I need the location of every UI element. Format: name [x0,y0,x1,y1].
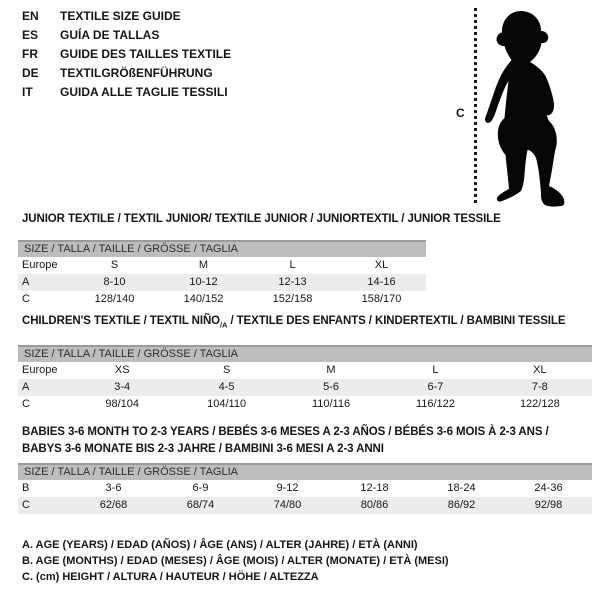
guide-title-es: GUÍA DE TALLAS [60,28,160,42]
language-code: DE [22,66,39,80]
toddler-silhouette-image [481,9,573,209]
children-title-suffix: / TEXTILE DES ENFANTS / KINDERTEXTIL / BAMBINI TESSILE [227,315,566,327]
language-row-es [22,26,231,45]
size-cell: XL [533,364,547,376]
size-cell: XS [114,364,130,376]
size-cell: S [222,364,231,376]
row-label: C [22,398,30,410]
language-row-en [22,7,231,26]
size-table-header: SIZE / TALLA / TAILLE / GRÖSSE / TAGLIA [18,345,592,362]
guide-title-de: TEXTILGRÖßENFÜHRUNG [60,66,213,80]
babies-title-line1: BABIES 3-6 MONTH TO 2-3 YEARS / BEBÉS 3-6 MESES A 2-3 AÑOS / BÉBÉS 3-6 MOIS À 2-3 ANS / [22,426,549,438]
age-cell: 7-8 [531,381,548,393]
language-row-fr [22,45,231,64]
age-cell: 10-12 [189,276,218,288]
size-cell: L [432,364,439,376]
legend-height: C. (cm) HEIGHT / ALTURA / HAUTEUR / HÖHE / ALTEZZA [22,571,319,583]
height-cell: 158/170 [361,293,402,305]
language-code: ES [22,28,39,42]
babies-section-title [22,424,549,458]
language-code: FR [22,47,38,61]
months-cell: 12-18 [360,482,389,494]
guide-title-it: GUIDA ALLE TAGLIE TESSILI [60,85,228,99]
months-cell: 6-9 [192,482,209,494]
size-cell: M [326,364,336,376]
language-row-it [22,83,231,102]
guide-title-en: TEXTILE SIZE GUIDE [60,9,181,23]
age-cell: 14-16 [367,276,396,288]
row-label: B [22,482,30,494]
junior-section-title: JUNIOR TEXTILE / TEXTIL JUNIOR/ TEXTILE JUNIOR / JUNIORTEXTIL / JUNIOR TESSILE [22,213,501,225]
age-cell: 8-10 [103,276,126,288]
height-cell: 80/86 [360,499,389,511]
language-code: EN [22,9,39,23]
age-cell: 5-6 [323,381,339,393]
height-cell: 62/68 [99,499,128,511]
height-cell: 86/92 [447,499,476,511]
height-cell: 68/74 [186,499,215,511]
row-label: Europe [22,364,58,376]
babies-size-table [18,463,592,514]
height-cell: 98/104 [105,398,140,410]
table-row-europe [18,257,426,274]
table-row-age [18,274,426,291]
row-label: A [22,381,30,393]
height-cell: 110/116 [311,398,351,410]
age-cell: 12-13 [278,276,307,288]
height-cell: 104/110 [207,398,247,410]
table-row-europe [18,362,592,379]
children-title-prefix: CHILDREN'S TEXTILE / TEXTIL NIÑO [22,315,221,327]
row-label: C [22,499,30,511]
months-cell: 24-36 [534,482,563,494]
legend-age-years: A. AGE (YEARS) / EDAD (AÑOS) / ÂGE (ANS) / ALTER (JAHRE) / ETÀ (ANNI) [22,539,418,551]
height-cell: 116/122 [415,398,455,410]
height-cell: 128/140 [94,293,135,305]
height-cell: 122/128 [519,398,560,410]
children-title-subscript: /A [220,320,228,330]
legend-age-months: B. AGE (MONTHS) / EDAD (MESES) / ÂGE (MOIS) / ALTER (MONATE) / ETÀ (MESI) [22,555,449,567]
height-cell: 92/98 [534,499,563,511]
height-cell: 152/158 [272,293,313,305]
size-cell: XL [374,259,389,271]
language-row-de [22,64,231,83]
months-cell: 18-24 [447,482,476,494]
language-code: IT [22,85,33,99]
height-cell: 74/80 [273,499,302,511]
language-title-list [22,7,231,102]
height-cell: 140/152 [183,293,224,305]
children-section-title [22,315,565,329]
size-table-header: SIZE / TALLA / TAILLE / GRÖSSE / TAGLIA [18,463,592,480]
age-cell: 4-5 [218,381,235,393]
table-row-height [18,497,592,514]
children-size-table [18,345,592,413]
guide-title-fr: GUIDE DES TAILLES TEXTILE [60,47,232,61]
months-cell: 9-12 [276,482,299,494]
height-measure-label: C [456,106,465,120]
size-cell: L [289,259,296,271]
table-row-height [18,291,426,308]
size-cell: S [110,259,119,271]
junior-size-table [18,240,426,308]
row-label: A [22,276,30,288]
row-label: Europe [22,259,58,271]
legend-footnotes [22,537,449,585]
table-row-months [18,480,592,497]
months-cell: 3-6 [105,482,122,494]
height-measure-dashed-line [474,8,477,206]
row-label: C [22,293,30,305]
table-row-height [18,396,592,413]
size-table-header: SIZE / TALLA / TAILLE / GRÖSSE / TAGLIA [18,240,426,257]
age-cell: 3-4 [114,381,131,393]
babies-title-line2: BABYS 3-6 MONATE BIS 2-3 JAHRE / BAMBINI 3-6 MESI A 2-3 ANNI [22,443,384,455]
table-row-age [18,379,592,396]
size-cell: M [198,259,209,271]
age-cell: 6-7 [427,381,444,393]
